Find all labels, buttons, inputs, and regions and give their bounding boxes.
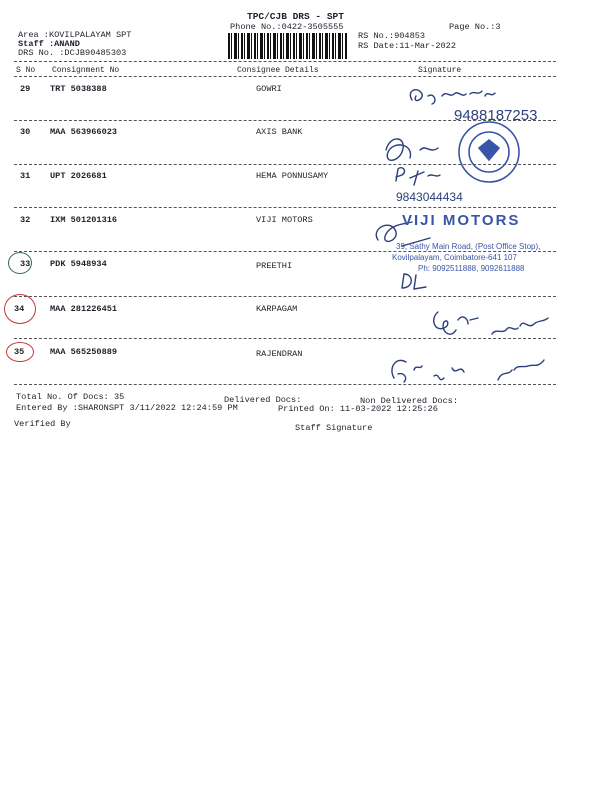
row-consignment: MAA 281226451 [50, 304, 118, 314]
non-delivered-docs: Non Delivered Docs: [360, 396, 458, 406]
col-consignment: Consignment No [52, 66, 120, 75]
row-sno: 29 [20, 84, 31, 94]
document-title: TPC/CJB DRS - SPT [247, 11, 344, 22]
entered-by: Entered By :SHARONSPT 3/11/2022 12:24:59 PM [16, 403, 238, 413]
delivered-docs: Delivered Docs: [224, 395, 302, 405]
stamp-company-name: VIJI MOTORS [402, 212, 521, 229]
row-sno: 33 [20, 259, 31, 269]
row-consignee: GOWRI [256, 84, 282, 94]
row-sno: 31 [20, 171, 31, 181]
row-consignment: UPT 2026681 [50, 171, 107, 181]
stamp-address-line: 39, Sathy Main Road, (Post Office Stop), [396, 242, 541, 251]
row-sno: 34 [14, 304, 25, 314]
col-consignee: Consignee Details [237, 66, 319, 75]
handwritten-phone: 9488187253 [454, 107, 538, 124]
row-consignee: VIJI MOTORS [256, 215, 313, 225]
row-consignee: AXIS BANK [256, 127, 303, 137]
row-consignment: PDK 5948934 [50, 259, 107, 269]
stamp-address-line: Kovilpalayam, Coimbatore-641 107 [392, 253, 517, 262]
row-consignment: TRT 5038388 [50, 84, 107, 94]
row-sno: 30 [20, 127, 31, 137]
col-signature: Signature [418, 66, 462, 75]
drs-number: DRS No. :DCJB90485303 [18, 48, 127, 58]
area-label: Area :KOVILPALAYAM SPT [18, 30, 132, 40]
row-consignment: IXM 501201316 [50, 215, 118, 225]
row-consignee: KARPAGAM [256, 304, 298, 314]
staff-signature: Staff Signature [295, 423, 373, 433]
rs-date: RS Date:11-Mar-2022 [358, 41, 456, 51]
phone-number: Phone No.:0422-3505555 [230, 22, 344, 32]
handwritten-phone: 9843044434 [396, 190, 463, 204]
row-sno: 35 [14, 347, 25, 357]
row-consignee: HEMA PONNUSAMY [256, 171, 329, 181]
row-consignee: RAJENDRAN [256, 349, 303, 359]
staff-label: Staff :ANAND [18, 39, 80, 49]
stamp-phone-line: Ph: 9092511888, 9092611888 [418, 264, 525, 273]
verified-by: Verified By [14, 419, 71, 429]
total-docs: Total No. Of Docs: 35 [16, 392, 125, 402]
page-number: Page No.:3 [449, 22, 501, 32]
row-consignment: MAA 563966023 [50, 127, 118, 137]
rs-number: RS No.:904853 [358, 31, 426, 41]
printed-on: Printed On: 11-03-2022 12:25:26 [278, 404, 438, 414]
col-sno: S No [16, 66, 36, 75]
row-consignment: MAA 565250889 [50, 347, 118, 357]
row-consignee: PREETHI [256, 261, 293, 271]
row-sno: 32 [20, 215, 31, 225]
